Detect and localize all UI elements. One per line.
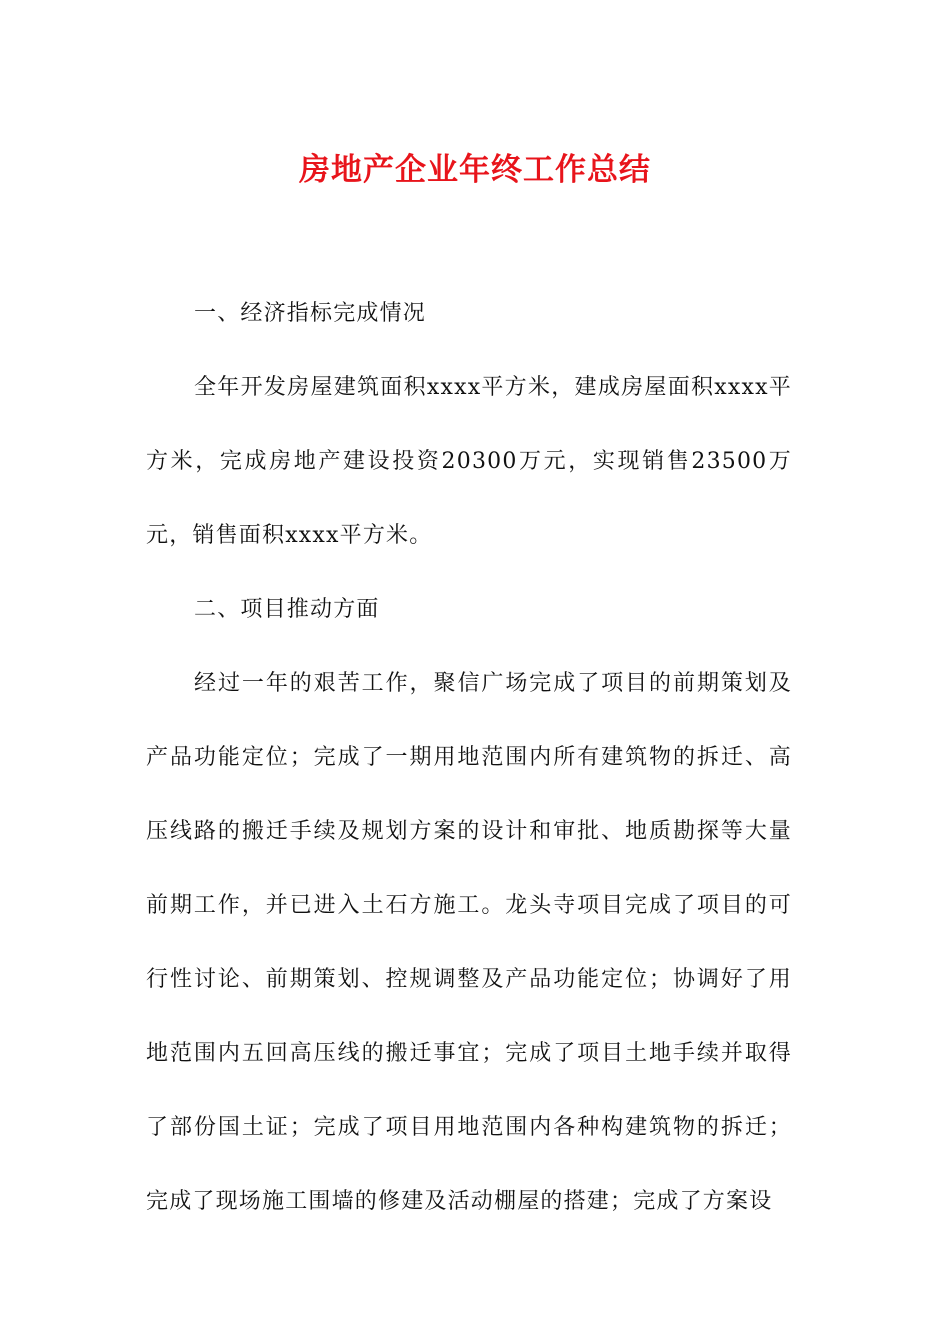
section-body-economic-indicators: 全年开发房屋建筑面积xxxx平方米，建成房屋面积xxxx平方米，完成房地产建设投资20300万元，实现销售23500万元，销售面积xxxx平方米。	[146, 375, 792, 548]
section-heading-economic-indicators: 一、经济指标完成情况	[194, 301, 427, 326]
section-heading-project-progress: 二、项目推动方面	[194, 597, 380, 622]
document-body	[146, 277, 792, 1239]
section-body-project-progress: 经过一年的艰苦工作，聚信广场完成了项目的前期策划及产品功能定位；完成了一期用地范围内所有建筑物的拆迁、高压线路的搬迁手续及规划方案的设计和审批、地质勘探等大量前期工作，并已进入土石方施工。龙头寺项目完成了项目的可行性讨论、前期策划、控规调整及产品功能定位；协调好了用地范围内五回高压线的搬迁事宜；完成了项目土地手续并取得了部份国土证；完成了项目用地范围内各种构建筑物的拆迁；完成了现场施工围墙的修建及活动棚屋的搭建；完成了方案设	[146, 671, 792, 1214]
document-title: 房地产企业年终工作总结	[299, 152, 651, 188]
